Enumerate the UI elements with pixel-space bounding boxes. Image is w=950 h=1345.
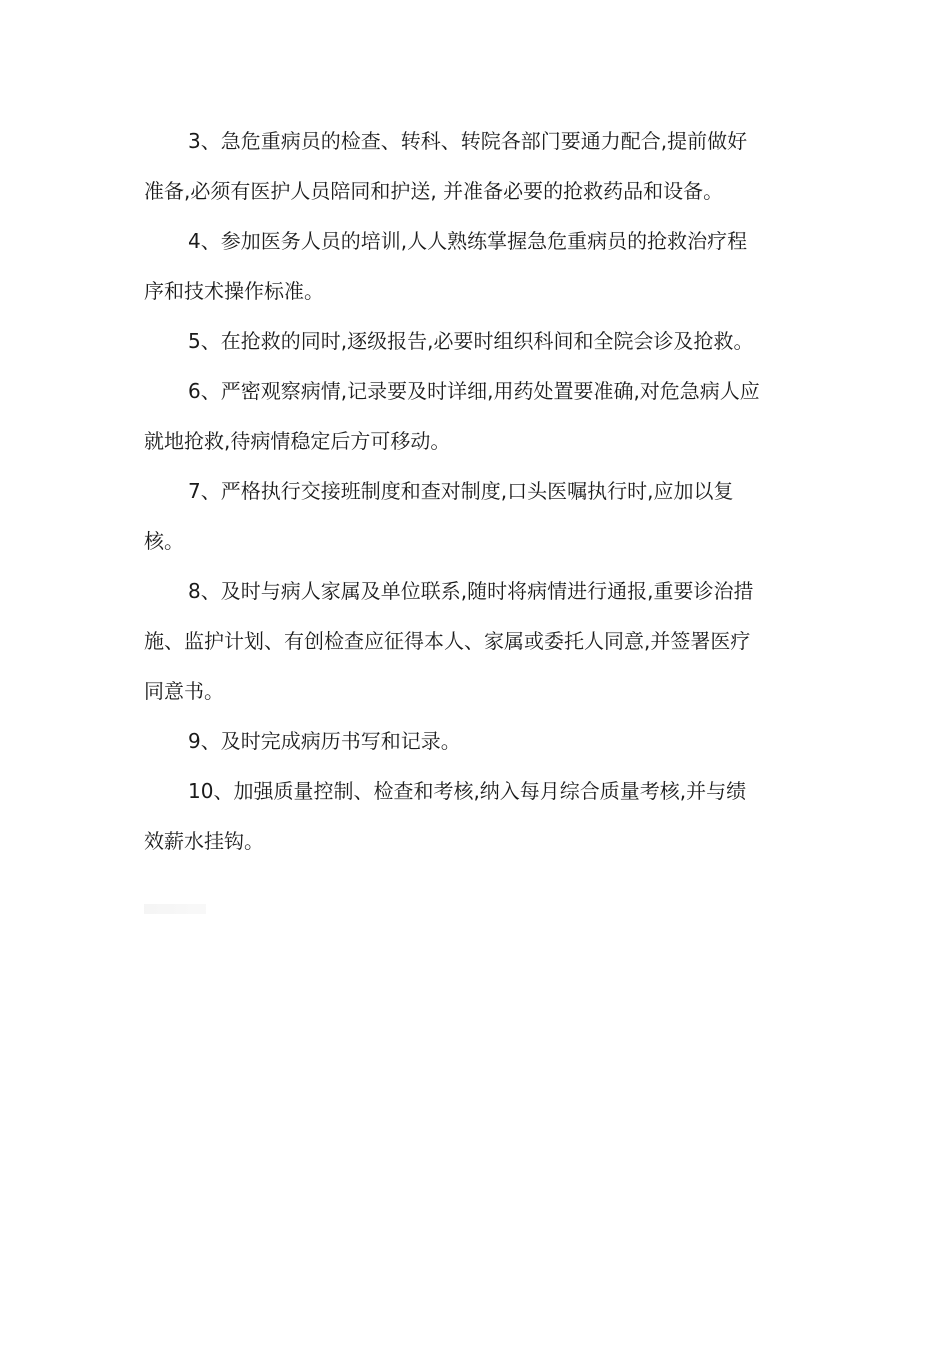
paragraph-item-6: 6、严密观察病情,记录要及时详细,用药处置要准确,对危急病人应就地抢救,待病情稳定后方可移动。 xyxy=(144,379,760,453)
paragraph-item-10: 10、加强质量控制、检查和考核,纳入每月综合质量考核,并与绩效薪水挂钩。 xyxy=(144,779,747,853)
paragraph-item-5: 5、在抢救的同时,逐级报告,必要时组织科间和全院会诊及抢救。 xyxy=(188,329,754,353)
faint-watermark-mark xyxy=(144,904,206,914)
paragraph-item-8: 8、及时与病人家属及单位联系,随时将病情进行通报,重要诊治措施、监护计划、有创检查应征得本人、家属或委托人同意,并签署医疗同意书。 xyxy=(144,579,754,703)
paragraph-item-7: 7、严格执行交接班制度和查对制度,口头医嘱执行时,应加以复核。 xyxy=(144,479,734,553)
document-body xyxy=(144,116,764,866)
paragraph-item-4: 4、参加医务人员的培训,人人熟练掌握急危重病员的抢救治疗程序和技术操作标准。 xyxy=(144,229,748,303)
paragraph-item-3: 3、急危重病员的检查、转科、转院各部门要通力配合,提前做好准备,必须有医护人员陪同和护送, 并准备必要的抢救药品和设备。 xyxy=(144,129,748,203)
paragraph-item-9: 9、及时完成病历书写和记录。 xyxy=(188,729,461,753)
